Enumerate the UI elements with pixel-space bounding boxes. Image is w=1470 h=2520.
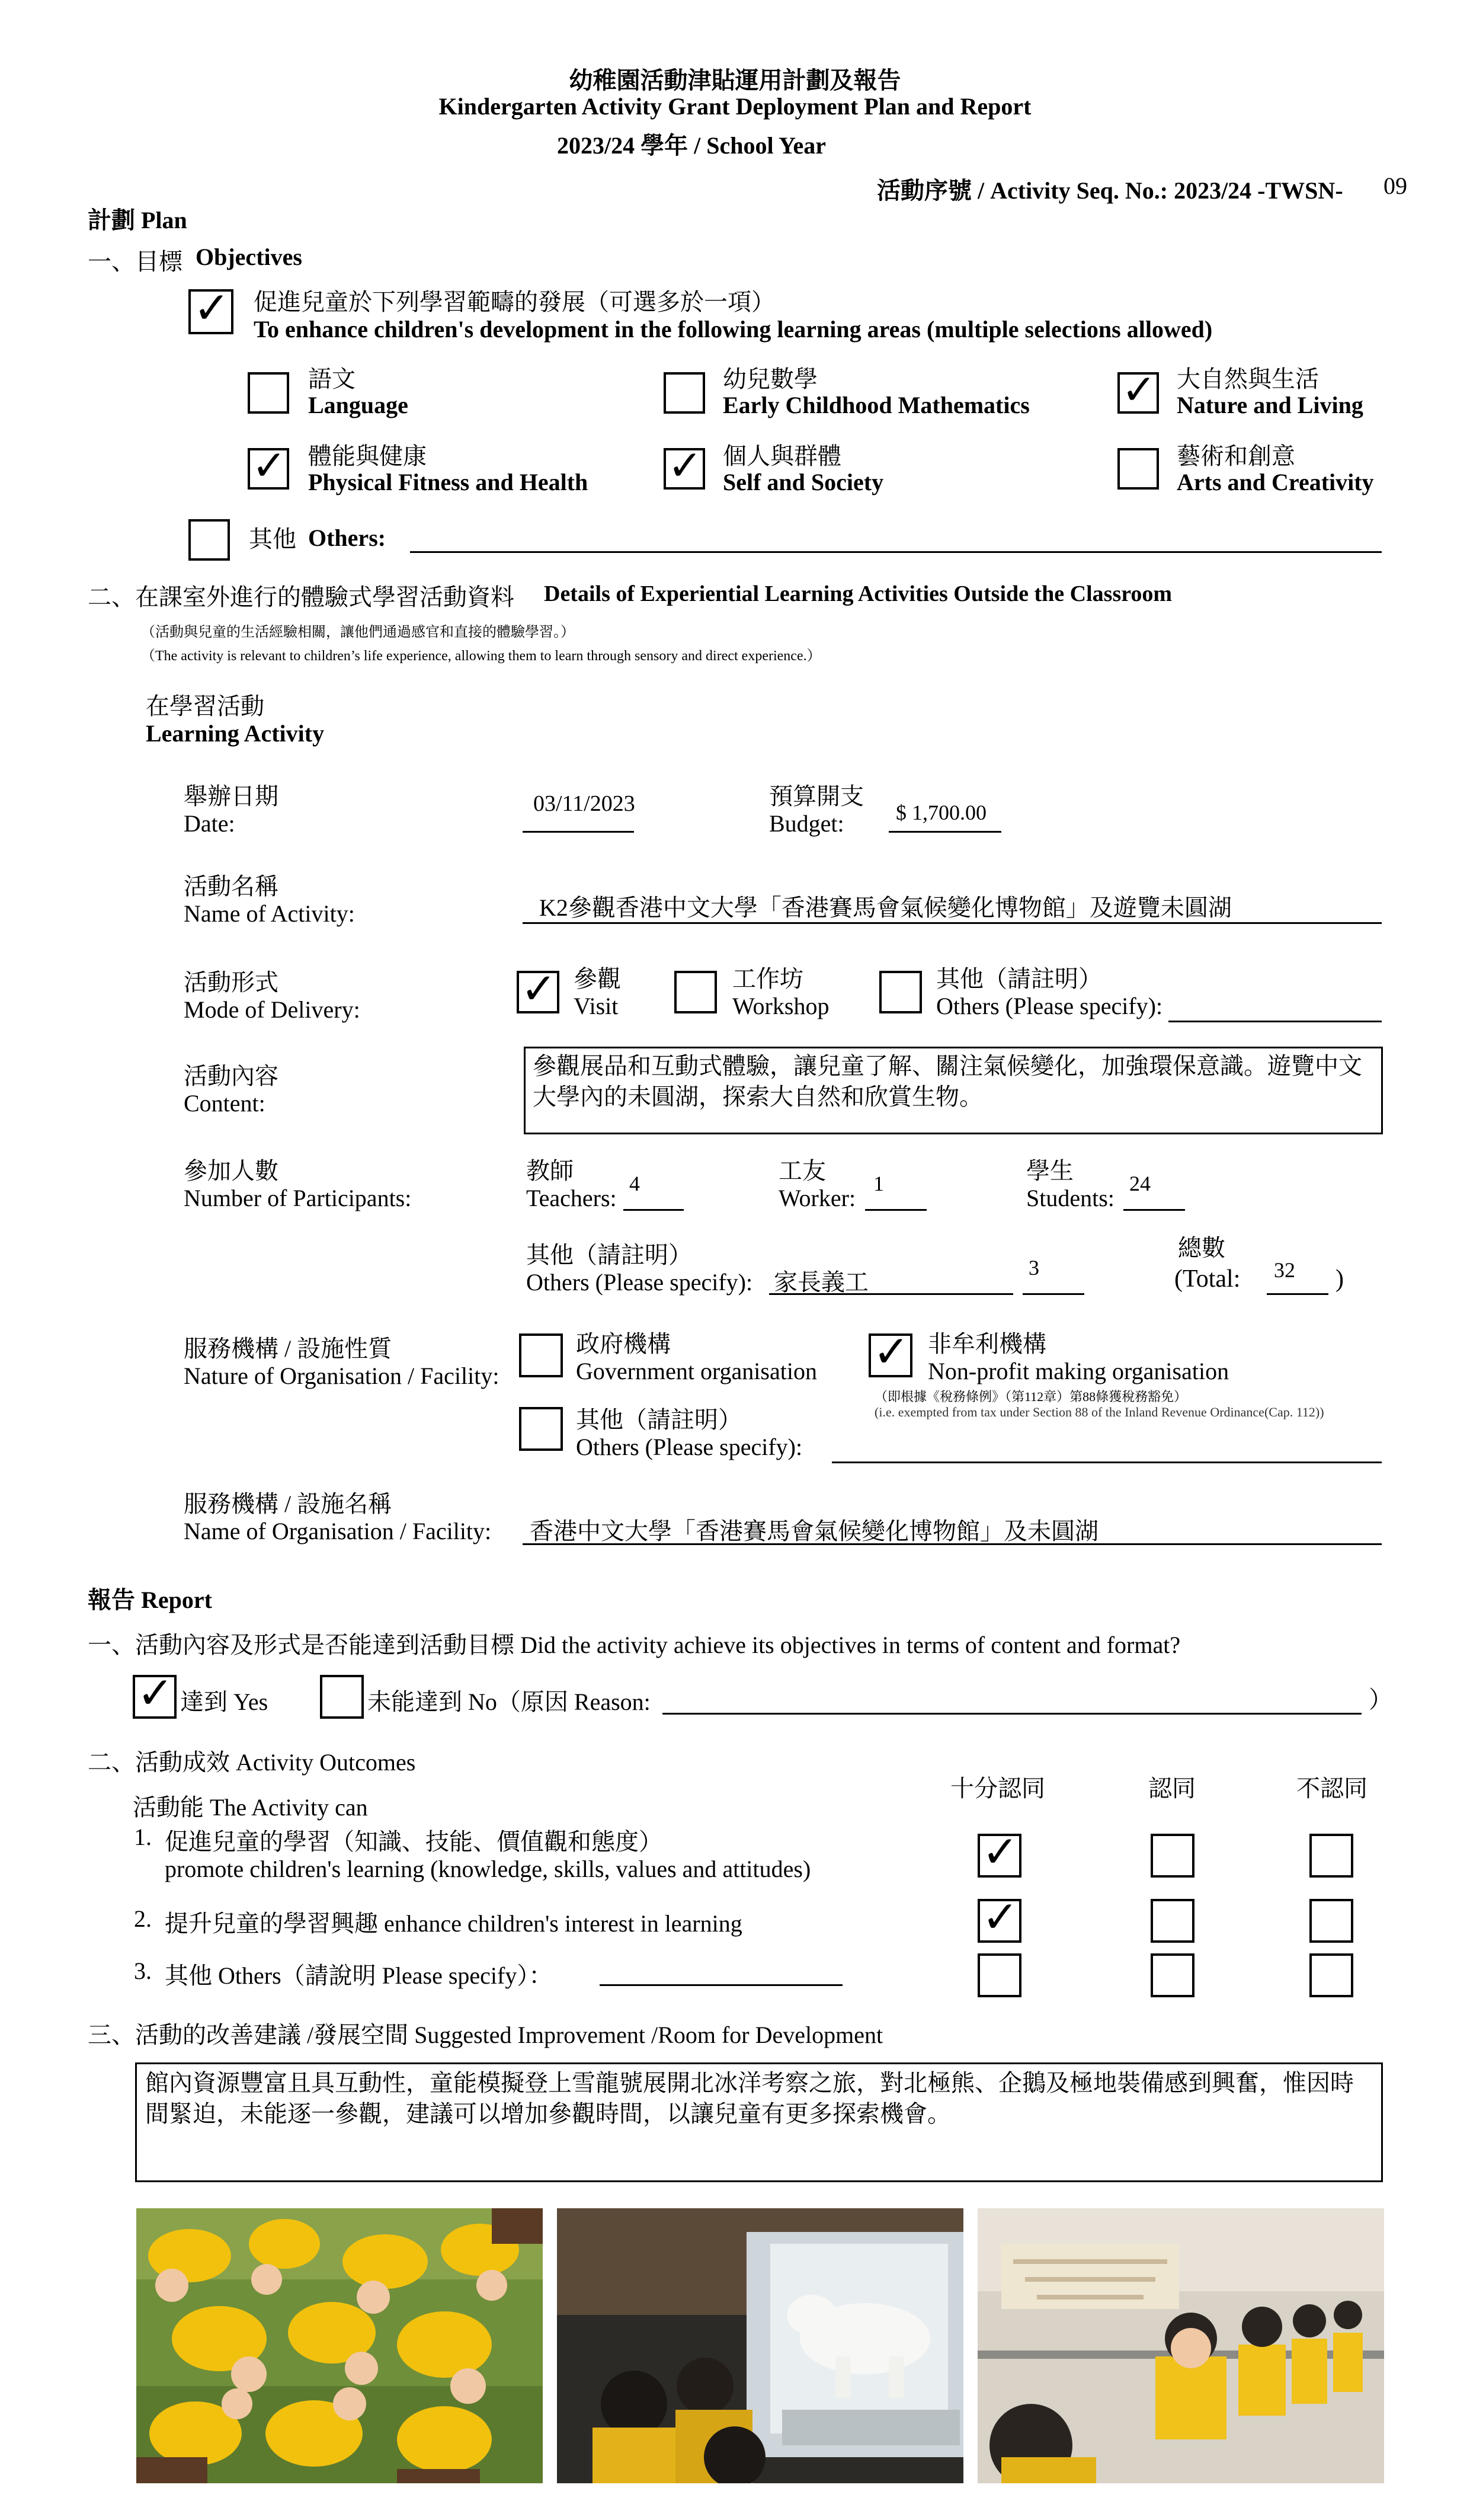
outcomes-heading: 二、活動成效 Activity Outcomes: [88, 1749, 416, 1776]
area-language-en: Language: [308, 392, 408, 418]
objective-main-zh: 促進兒童於下列學習範疇的發展（可選多於一項）: [254, 289, 775, 315]
outcome-3-num: 3.: [134, 1958, 152, 1984]
outcome-1-strongly-agree-checkbox[interactable]: [978, 1827, 1021, 1878]
nature-nonprofit-zh: 非牟利機構: [928, 1331, 1046, 1357]
nature-nonprofit-en: Non-profit making organisation: [928, 1358, 1229, 1384]
nature-nonprofit-checkbox[interactable]: [869, 1326, 912, 1378]
mode-others-checkbox[interactable]: [879, 971, 922, 1013]
plan-heading: 計劃 Plan: [88, 207, 187, 234]
title-zh: 幼稚園活動津貼運用計劃及報告: [569, 67, 901, 94]
area-mathematics-checkbox[interactable]: [664, 372, 705, 414]
mode-label-en: Mode of Delivery:: [184, 996, 360, 1023]
check-icon: ✓: [193, 283, 230, 334]
total-value: 32: [1274, 1258, 1295, 1282]
title-en: Kindergarten Activity Grant Deployment Plan and Report: [438, 93, 1032, 120]
activity-name-value: K2參觀香港中文大學「香港賽馬會氣候變化博物館」及遊覽未圓湖: [539, 894, 1232, 921]
content-label-zh: 活動內容: [184, 1063, 278, 1089]
report-no-reason-field[interactable]: [662, 1713, 1362, 1715]
activity-name-field[interactable]: [523, 922, 1382, 924]
report-q1: 一、活動內容及形式是否能達到活動目標 Did the activity achieve its objectives in terms of content and format?: [88, 1632, 1181, 1658]
report-yes-label: 達到 Yes: [180, 1688, 268, 1715]
outcome-1-disagree-checkbox[interactable]: [1309, 1834, 1353, 1878]
mode-label-zh: 活動形式: [184, 969, 278, 996]
activity-seq-no: 09: [1383, 172, 1407, 199]
mode-others-en: Others (Please specify):: [936, 993, 1163, 1019]
budget-field[interactable]: [889, 831, 1001, 833]
scale-strongly-agree: 十分認同: [950, 1775, 1045, 1802]
org-name-value: 香港中文大學「香港賽馬會氣候變化博物館」及未圓湖: [530, 1518, 1099, 1544]
worker-value: 1: [873, 1172, 884, 1195]
photo-polar-bear-exhibit: [557, 2208, 963, 2483]
students-field[interactable]: [1123, 1209, 1185, 1211]
others-participants-count: 3: [1029, 1256, 1039, 1280]
date-label-zh: 舉辦日期: [184, 783, 278, 810]
nature-nonprofit-note-zh: （即根據《稅務條例》（第112章）第88條獲稅務豁免）: [875, 1389, 1187, 1404]
photo-children-at-skeleton-exhibit: [978, 2208, 1384, 2483]
area-language-zh: 語文: [308, 366, 356, 392]
area-physical-checkbox[interactable]: [248, 441, 289, 490]
details-note-en: （The activity is relevant to children’s life experience, allowing them to learn through sensory and direct experience.）: [141, 648, 821, 664]
photo-polar-bear-exhibit-image: [557, 2208, 963, 2483]
area-self-society-checkbox[interactable]: [664, 441, 705, 490]
check-icon: ✓: [667, 441, 703, 490]
report-no-checkbox[interactable]: [320, 1675, 364, 1719]
outcome-3-disagree-checkbox[interactable]: [1309, 1953, 1353, 1997]
mode-workshop-checkbox[interactable]: [674, 971, 717, 1013]
nature-others-zh: 其他（請註明）: [576, 1406, 742, 1433]
org-name-label-zh: 服務機構 / 設施名稱: [184, 1491, 392, 1517]
area-arts-checkbox[interactable]: [1117, 448, 1159, 490]
worker-label-zh: 工友: [779, 1157, 826, 1184]
area-nature-en: Nature and Living: [1177, 392, 1363, 418]
scale-disagree: 不認同: [1296, 1775, 1367, 1802]
check-icon: ✓: [521, 964, 557, 1014]
teachers-field[interactable]: [623, 1209, 684, 1211]
check-icon: ✓: [251, 441, 287, 490]
check-icon: ✓: [982, 1827, 1019, 1878]
details-heading-en: Details of Experiential Learning Activities Outside the Classroom: [544, 581, 1173, 606]
school-year: 2023/24 學年 / School Year: [557, 132, 827, 159]
objective-main-en: To enhance children's development in the following learning areas (multiple selections allowed): [254, 316, 1213, 343]
outcome-3-agree-checkbox[interactable]: [1151, 1953, 1194, 1997]
content-box[interactable]: [524, 1047, 1383, 1134]
improve-box[interactable]: [135, 2062, 1383, 2182]
photo-children-lying-on-grass-image: [136, 2208, 543, 2483]
photo-children-at-skeleton-exhibit-image: [978, 2208, 1384, 2483]
report-no-close: ）: [1369, 1686, 1392, 1713]
report-heading: 報告 Report: [88, 1587, 212, 1613]
budget-label-en: Budget:: [769, 810, 844, 837]
objective-others-input[interactable]: [410, 551, 1382, 553]
learning-activity-label-zh: 在學習活動: [146, 693, 264, 719]
total-close: ): [1336, 1265, 1344, 1293]
budget-label-zh: 預算開支: [769, 783, 864, 810]
others-participants-count-field[interactable]: [1023, 1293, 1084, 1295]
mode-workshop-zh: 工作坊: [732, 965, 803, 992]
outcome-1-agree-checkbox[interactable]: [1151, 1834, 1194, 1878]
total-label-en: (Total:: [1174, 1265, 1241, 1293]
mode-others-field[interactable]: [1168, 1021, 1382, 1022]
outcomes-intro: 活動能 The Activity can: [133, 1794, 368, 1821]
objectives-heading-zh: 一、目標: [88, 248, 182, 275]
report-no-label: 未能達到 No（原因 Reason:: [367, 1688, 651, 1715]
students-label-en: Students:: [1026, 1185, 1114, 1211]
outcome-2-num: 2.: [134, 1905, 152, 1932]
details-note-zh: （活動與兒童的生活經驗相關，讓他們通過感官和直接的體驗學習。）: [141, 625, 575, 640]
outcome-3-field[interactable]: [600, 1984, 843, 1986]
nature-others-checkbox[interactable]: [519, 1407, 563, 1451]
outcome-2-disagree-checkbox[interactable]: [1309, 1899, 1353, 1943]
mode-workshop-en: Workshop: [732, 993, 830, 1019]
content-label-en: Content:: [184, 1090, 265, 1117]
check-icon: ✓: [1121, 365, 1157, 414]
activity-name-label-zh: 活動名稱: [184, 873, 278, 900]
others-participants-field[interactable]: [769, 1293, 1013, 1295]
area-physical-en: Physical Fitness and Health: [308, 469, 588, 495]
nature-label-zh: 服務機構 / 設施性質: [184, 1335, 392, 1362]
date-value: 03/11/2023: [533, 791, 635, 816]
total-field[interactable]: [1267, 1293, 1328, 1295]
outcome-3-strongly-agree-checkbox[interactable]: [978, 1953, 1021, 1997]
check-icon: ✓: [982, 1892, 1019, 1943]
outcome-2-agree-checkbox[interactable]: [1151, 1899, 1194, 1943]
objective-others-en: Others:: [308, 525, 386, 551]
others-participants-label-zh: 其他（請註明）: [526, 1242, 692, 1268]
mode-visit-en: Visit: [574, 993, 619, 1019]
activity-name-label-en: Name of Activity:: [184, 900, 355, 927]
area-nature-checkbox[interactable]: [1117, 365, 1159, 414]
scale-agree: 認同: [1148, 1775, 1196, 1802]
improve-text: 館內資源豐富且具互動性，童能模擬登上雪龍號展開北冰洋考察之旅，對北極熊、企鵝及極地裝備感到興奮，惟因時間緊迫，未能逐一參觀，建議可以增加參觀時間，以讓兒童有更多探索機會。: [145, 2070, 1354, 2127]
nature-gov-en: Government organisation: [576, 1358, 817, 1384]
budget-value: $ 1,700.00: [896, 801, 987, 824]
students-label-zh: 學生: [1026, 1157, 1074, 1184]
teachers-label-en: Teachers:: [526, 1185, 617, 1211]
outcome-2-strongly-agree-checkbox[interactable]: [978, 1892, 1021, 1943]
check-icon: ✓: [873, 1326, 910, 1378]
nature-gov-zh: 政府機構: [576, 1331, 671, 1357]
nature-label-en: Nature of Organisation / Facility:: [184, 1363, 499, 1389]
org-name-label-en: Name of Organisation / Facility:: [184, 1518, 492, 1544]
date-label-en: Date:: [184, 810, 235, 837]
date-field[interactable]: [523, 831, 634, 833]
nature-gov-checkbox[interactable]: [519, 1333, 563, 1377]
area-self-society-en: Self and Society: [723, 469, 884, 495]
photo-children-lying-on-grass: [136, 2208, 543, 2483]
outcome-1-num: 1.: [134, 1824, 152, 1850]
learning-activity-label-en: Learning Activity: [146, 720, 325, 747]
area-mathematics-zh: 幼兒數學: [723, 366, 818, 392]
worker-field[interactable]: [865, 1209, 927, 1211]
mode-others-zh: 其他（請註明）: [936, 965, 1102, 992]
total-label-zh: 總數: [1178, 1235, 1225, 1261]
report-yes-checkbox[interactable]: [133, 1668, 177, 1719]
students-value: 24: [1129, 1172, 1151, 1195]
area-self-society-zh: 個人與群體: [723, 443, 841, 469]
participants-label-en: Number of Participants:: [184, 1185, 412, 1211]
area-nature-zh: 大自然與生活: [1177, 366, 1319, 392]
mode-visit-checkbox[interactable]: [517, 964, 559, 1014]
area-mathematics-en: Early Childhood Mathematics: [723, 392, 1030, 418]
area-arts-zh: 藝術和創意: [1177, 443, 1295, 469]
content-text: 參觀展品和互動式體驗，讓兒童了解、關注氣候變化，加強環保意識。遊覽中文大學內的未圓湖，探索大自然和欣賞生物。: [533, 1053, 1362, 1110]
org-name-field[interactable]: [523, 1543, 1382, 1545]
teachers-value: 4: [629, 1172, 640, 1195]
mode-visit-zh: 參觀: [574, 965, 621, 992]
nature-others-field[interactable]: [832, 1462, 1382, 1463]
outcome-2-text: 提升兒童的學習興趣 enhance children's interest in learning: [165, 1910, 742, 1937]
objective-main-checkbox[interactable]: [188, 283, 233, 334]
outcome-1-en: promote children's learning (knowledge, skills, values and attitudes): [165, 1856, 811, 1882]
outcome-1-zh: 促進兒童的學習（知識、技能、價值觀和態度）: [165, 1828, 662, 1855]
objectives-heading-en: Objectives: [196, 244, 302, 270]
area-language-checkbox[interactable]: [248, 372, 289, 414]
outcome-3-text: 其他 Others（請說明 Please specify）：: [165, 1962, 553, 1989]
participants-label-zh: 參加人數: [184, 1157, 278, 1184]
improve-heading: 三、活動的改善建議 /發展空間 Suggested Improvement /Room for Development: [88, 2022, 883, 2048]
nature-others-en: Others (Please specify):: [576, 1434, 803, 1460]
worker-label-en: Worker:: [779, 1185, 856, 1211]
nature-nonprofit-note-en: (i.e. exempted from tax under Section 88 of the Inland Revenue Ordinance(Cap. 112)): [875, 1405, 1324, 1419]
others-participants-text: 家長義工: [774, 1269, 869, 1296]
others-participants-label-en: Others (Please specify):: [526, 1269, 753, 1296]
teachers-label-zh: 教師: [526, 1157, 574, 1184]
area-arts-en: Arts and Creativity: [1177, 469, 1374, 495]
objective-others-checkbox[interactable]: [188, 519, 230, 561]
area-physical-zh: 體能與健康: [308, 443, 427, 469]
check-icon: ✓: [137, 1668, 174, 1719]
details-heading-zh: 二、在課室外進行的體驗式學習活動資料: [88, 584, 514, 610]
objective-others-zh: 其他: [249, 526, 296, 552]
activity-seq-label: 活動序號 / Activity Seq. No.: 2023/24 -TWSN-: [877, 177, 1343, 204]
